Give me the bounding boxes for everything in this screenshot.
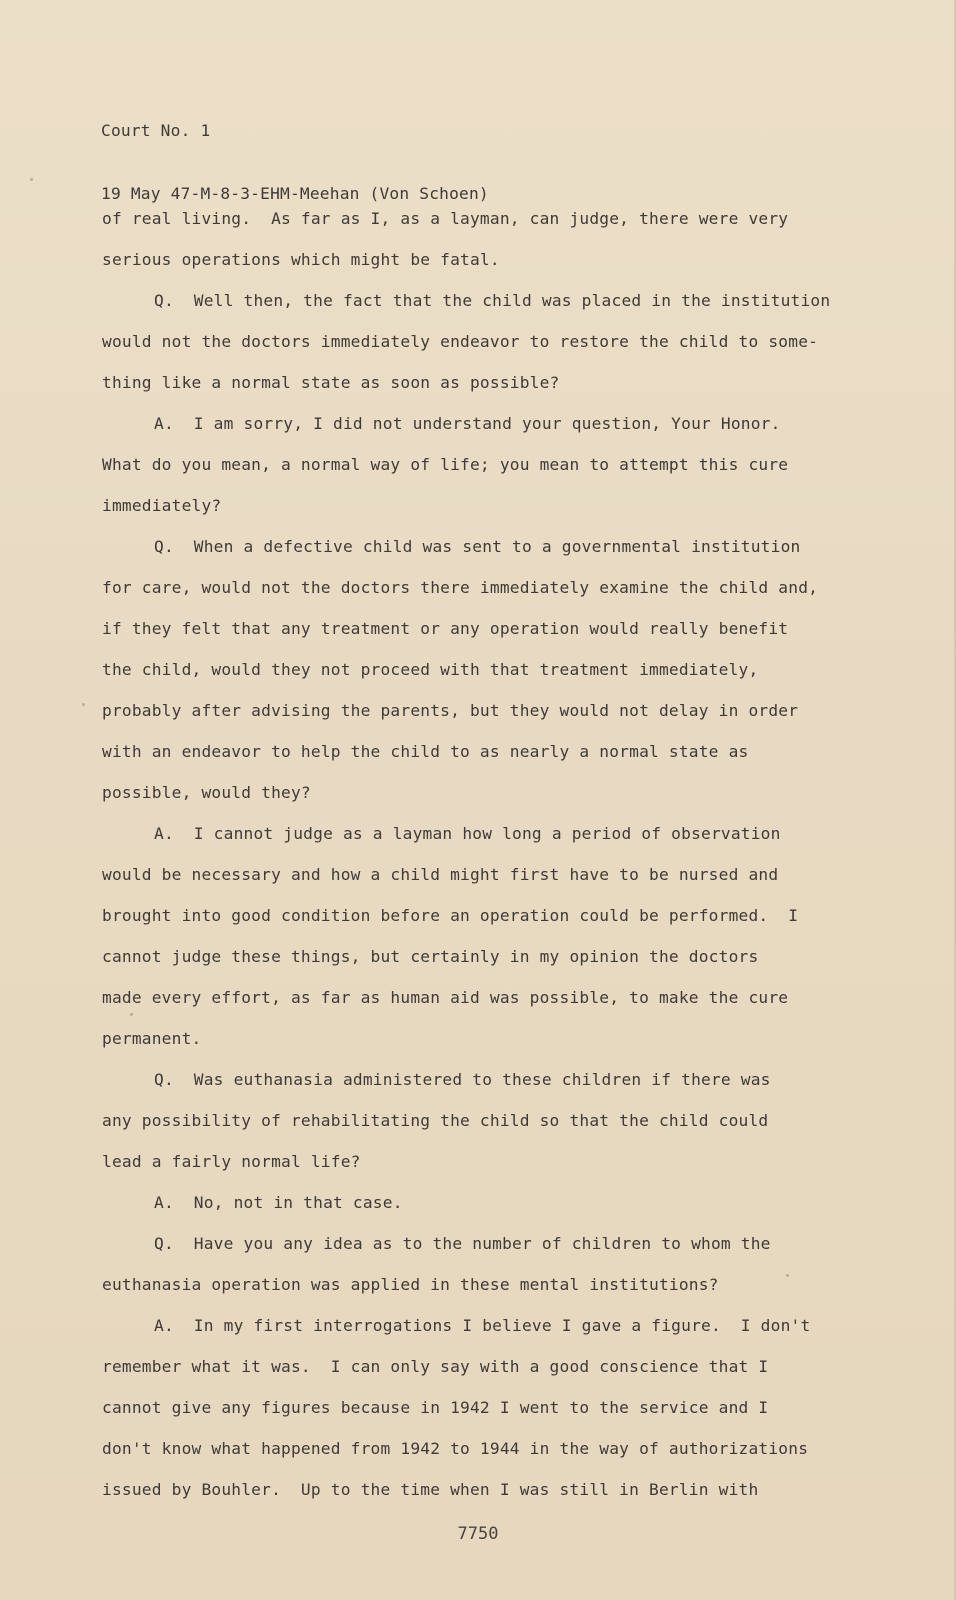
paper-speck — [130, 1013, 133, 1016]
transcript-line: would not the doctors immediately endeavor to restore the child to some- — [102, 332, 819, 351]
transcript-line: of real living. As far as I, as a layman, can judge, there were very — [102, 209, 789, 228]
transcript-line: Q. Well then, the fact that the child was placed in the institution — [154, 291, 831, 310]
transcript-line: cannot give any figures because in 1942 I went to the service and I — [102, 1398, 769, 1417]
transcript-line: euthanasia operation was applied in these mental institutions? — [102, 1275, 719, 1294]
transcript-line: A. I am sorry, I did not understand your question, Your Honor. — [154, 414, 781, 433]
transcript-line: probably after advising the parents, but they would not delay in order — [102, 701, 799, 720]
transcript-line: A. I cannot judge as a layman how long a period of observation — [154, 824, 781, 843]
transcript-line: A. In my first interrogations I believe I gave a figure. I don't — [154, 1316, 811, 1335]
page-number: 7750 — [457, 1524, 499, 1544]
transcript-line: if they felt that any treatment or any operation would really benefit — [102, 619, 789, 638]
transcript-line: cannot judge these things, but certainly in my opinion the doctors — [102, 947, 759, 966]
transcript-line: What do you mean, a normal way of life; you mean to attempt this cure — [102, 455, 789, 474]
transcript-line: possible, would they? — [102, 783, 311, 802]
session-reference: 19 May 47-M-8-3-EHM-Meehan (Von Schoen) — [101, 184, 489, 203]
transcript-line: made every effort, as far as human aid was possible, to make the cure — [102, 988, 789, 1007]
transcript-line: serious operations which might be fatal. — [102, 250, 500, 269]
transcript-line: any possibility of rehabilitating the child so that the child could — [102, 1111, 769, 1130]
paper-speck — [786, 1274, 789, 1277]
paper-speck — [82, 703, 85, 706]
transcript-line: brought into good condition before an operation could be performed. I — [102, 906, 799, 925]
transcript-line: immediately? — [102, 496, 222, 515]
transcript-line: don't know what happened from 1942 to 1944 in the way of authorizations — [102, 1439, 809, 1458]
transcript-line: Q. Have you any idea as to the number of children to whom the — [154, 1234, 771, 1253]
transcript-line: issued by Bouhler. Up to the time when I was still in Berlin with — [102, 1480, 759, 1499]
transcript-line: permanent. — [102, 1029, 202, 1048]
transcript-line: remember what it was. I can only say with a good conscience that I — [102, 1357, 769, 1376]
transcript-line: thing like a normal state as soon as possible? — [102, 373, 560, 392]
transcript-line: Q. Was euthanasia administered to these children if there was — [154, 1070, 771, 1089]
court-number: Court No. 1 — [101, 121, 211, 140]
transcript-line: Q. When a defective child was sent to a governmental institution — [154, 537, 801, 556]
transcript-line: lead a fairly normal life? — [102, 1152, 361, 1171]
paper-speck — [30, 178, 33, 181]
transcript-line: A. No, not in that case. — [154, 1193, 403, 1212]
transcript-line: would be necessary and how a child might first have to be nursed and — [102, 865, 779, 884]
transcript-line: the child, would they not proceed with that treatment immediately, — [102, 660, 759, 679]
transcript-body — [102, 198, 830, 1510]
transcript-line: for care, would not the doctors there immediately examine the child and, — [102, 578, 819, 597]
transcript-line: with an endeavor to help the child to as nearly a normal state as — [102, 742, 749, 761]
